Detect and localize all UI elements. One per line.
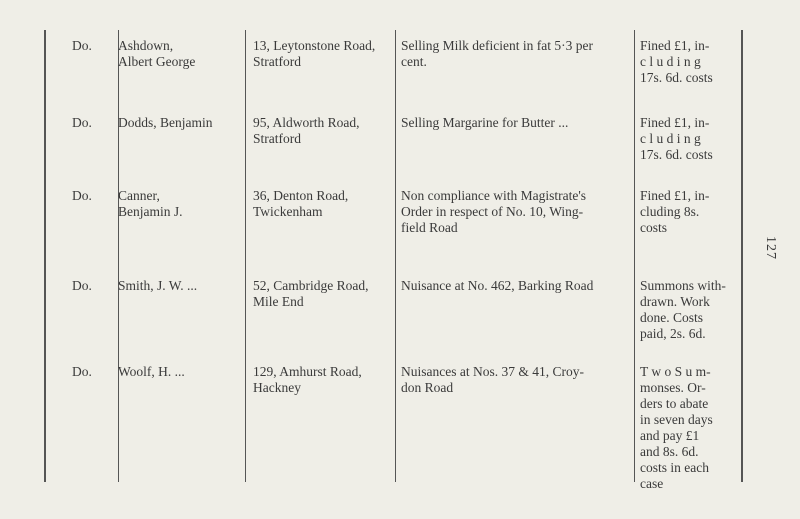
offence-cell: Non compliance with Magistrate's Order in respect of No. 10, Wing- field Road: [401, 188, 587, 235]
address-cell: 95, Aldworth Road, Stratford: [253, 115, 360, 146]
column-divider: [395, 30, 396, 482]
date-cell: Do.: [72, 364, 92, 379]
offence-cell: Selling Milk deficient in fat 5·3 per cent.: [401, 38, 593, 69]
date-cell: Do.: [72, 115, 92, 130]
result-cell: Summons with- drawn. Work done. Costs paid, 2s. 6d.: [640, 278, 726, 341]
address-cell: 36, Denton Road, Twickenham: [253, 188, 349, 219]
result-cell: T w o S u m- monses. Or- ders to abate in seven days and pay £1 and 8s. 6d. costs in each case: [640, 364, 713, 491]
column-divider: [118, 30, 119, 482]
offence-cell: Selling Margarine for Butter ...: [401, 115, 569, 130]
defendant-name-cell: Ashdown, Albert George: [118, 38, 196, 69]
offence-cell: Nuisances at Nos. 37 & 41, Croy- don Road: [401, 364, 584, 395]
result-cell: Fined £1, in- cluding 8s. costs: [640, 188, 710, 235]
table-right-border: [741, 30, 743, 482]
address-cell: 129, Amhurst Road, Hackney: [253, 364, 362, 395]
result-cell: Fined £1, in- c l u d i n g 17s. 6d. costs: [640, 38, 713, 85]
defendant-name-cell: Canner, Benjamin J.: [118, 188, 183, 219]
defendant-name-cell: Smith, J. W. ...: [118, 278, 198, 293]
date-cell: Do.: [72, 188, 92, 203]
table-left-border: [44, 30, 46, 482]
date-cell: Do.: [72, 38, 92, 53]
address-cell: 13, Leytonstone Road, Stratford: [253, 38, 376, 69]
column-divider: [634, 30, 635, 482]
address-cell: 52, Cambridge Road, Mile End: [253, 278, 369, 309]
defendant-name-cell: Dodds, Benjamin: [118, 115, 213, 130]
date-cell: Do.: [72, 278, 92, 293]
defendant-name-cell: Woolf, H. ...: [118, 364, 185, 379]
page-number: 127: [763, 236, 778, 260]
result-cell: Fined £1, in- c l u d i n g 17s. 6d. costs: [640, 115, 713, 162]
offence-cell: Nuisance at No. 462, Barking Road: [401, 278, 594, 293]
column-divider: [245, 30, 246, 482]
